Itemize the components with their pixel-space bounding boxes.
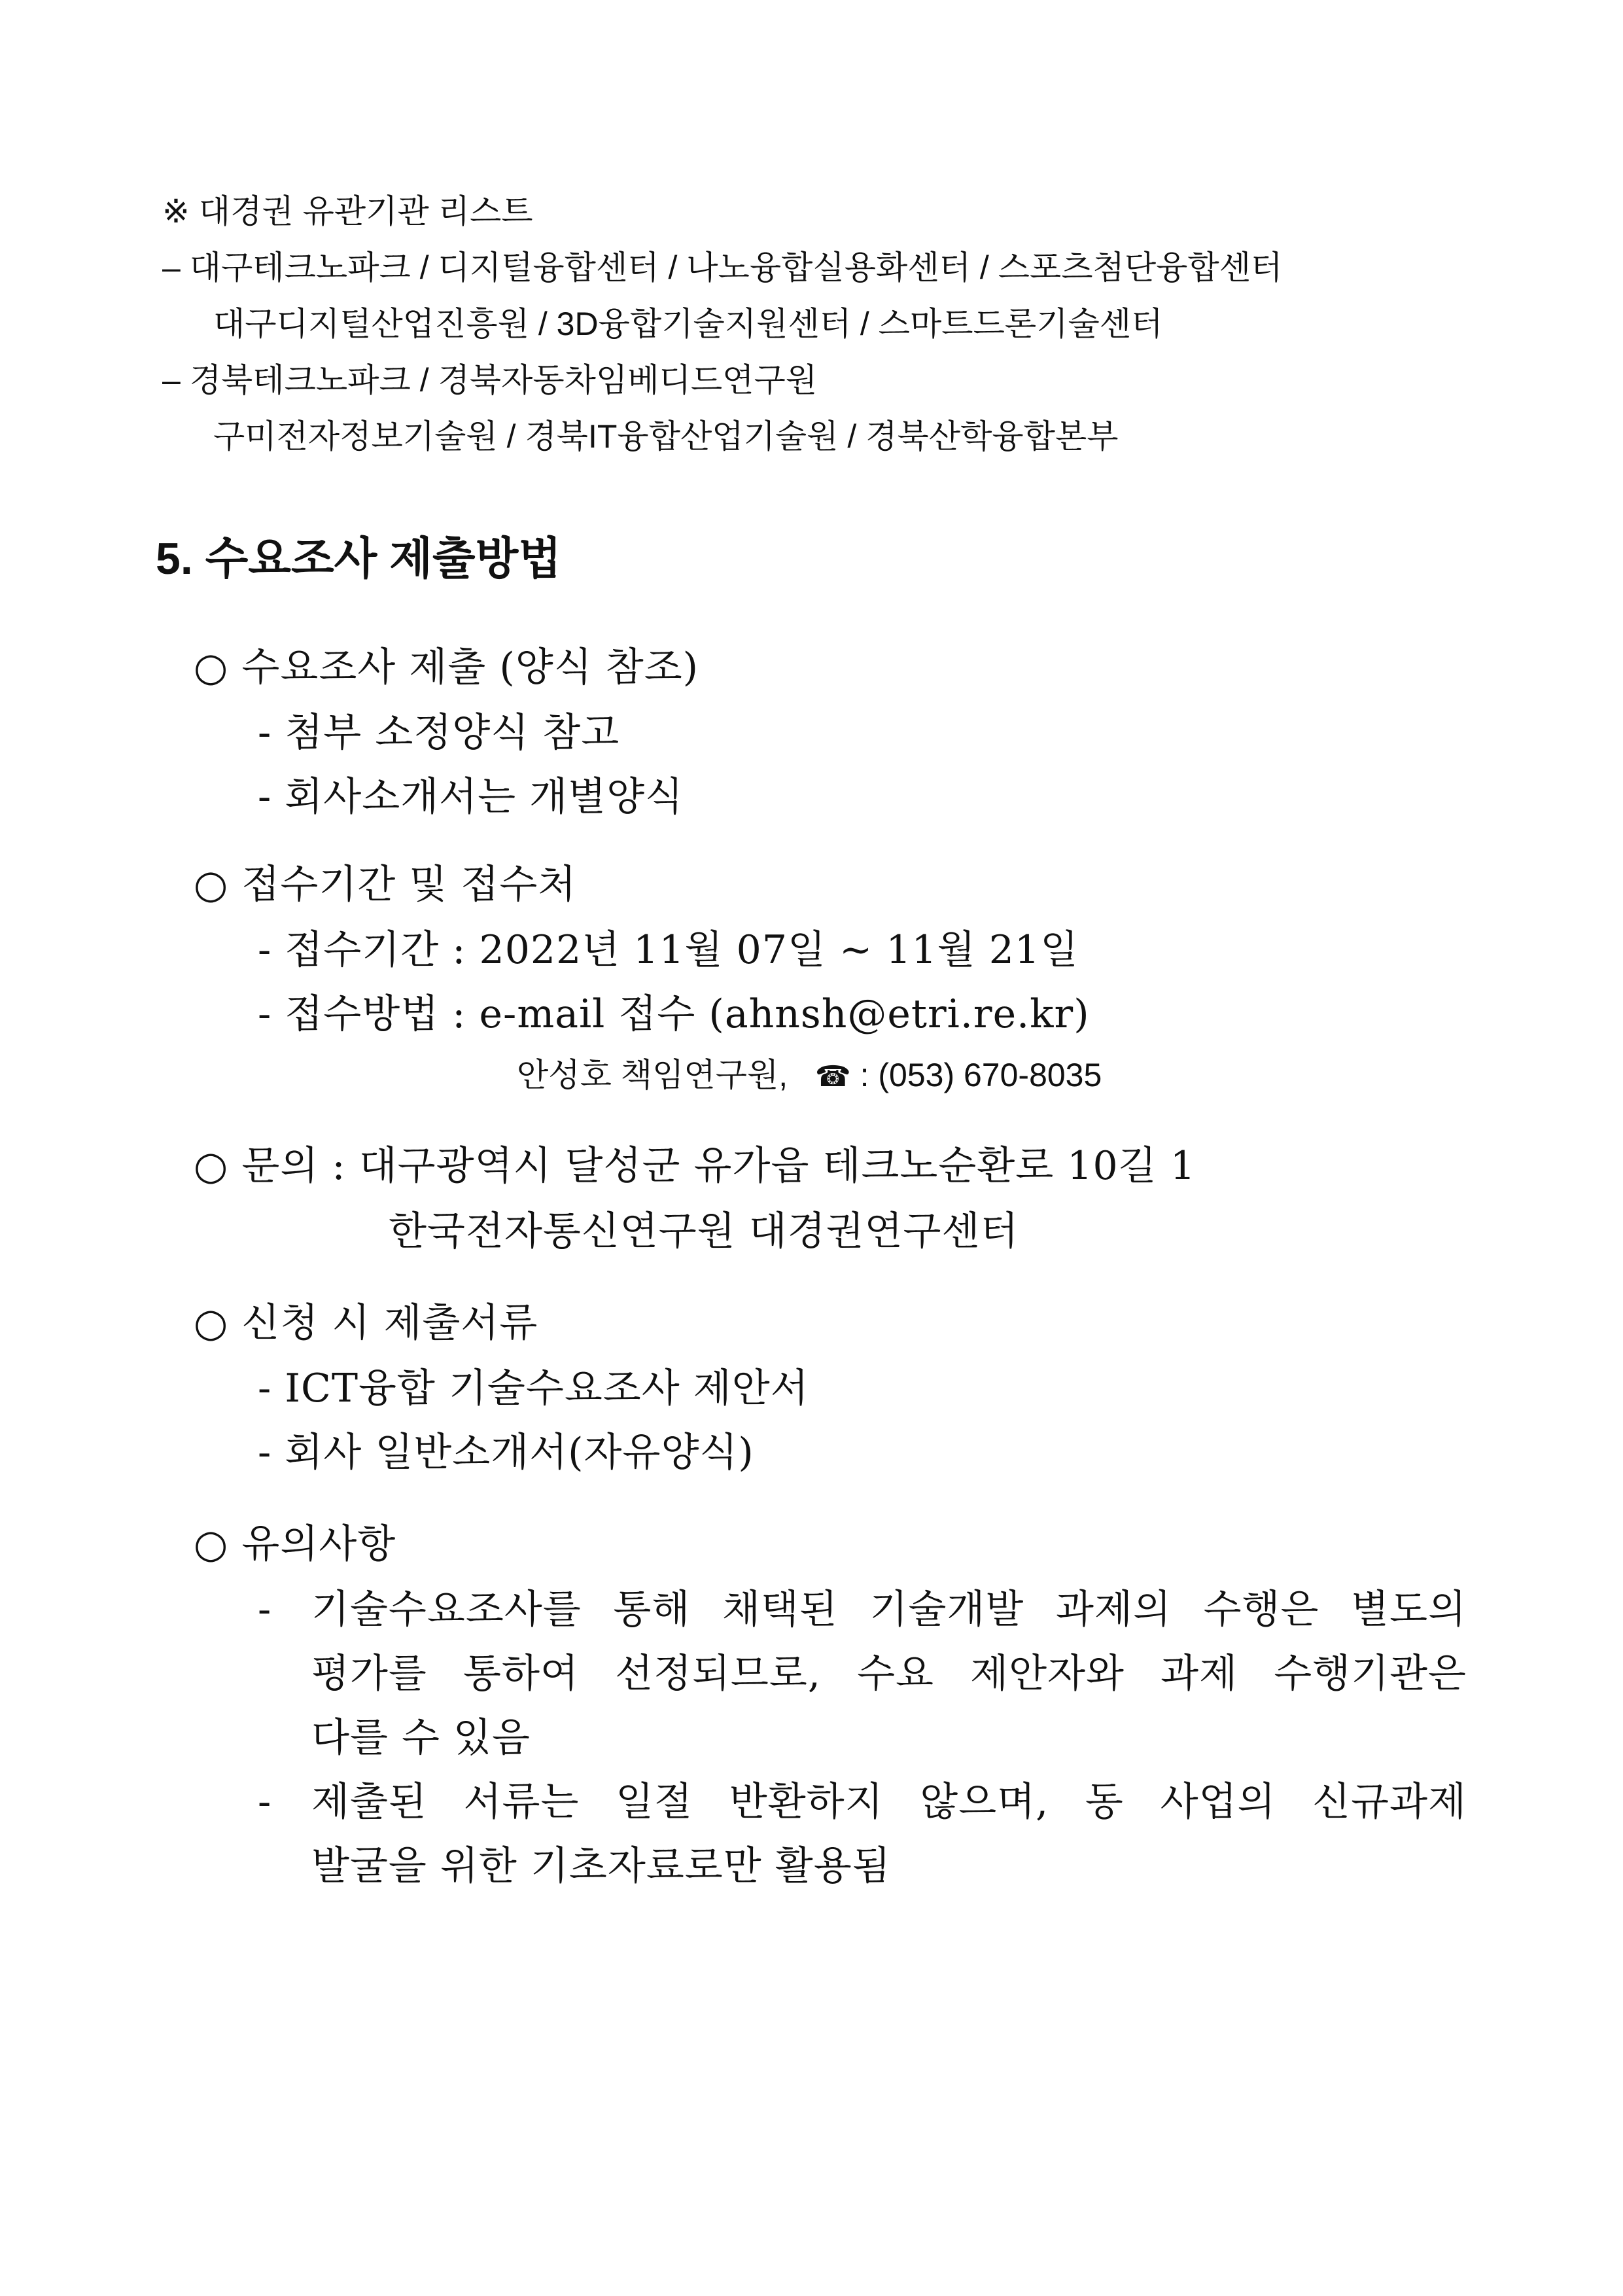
submit-sub-item: - 회사소개서는 개별양식: [258, 774, 684, 820]
item-title-submit: ○ 수요조사 제출 (양식 참조): [194, 645, 699, 690]
item-title-period: ○ 접수기간 및 접수처: [194, 862, 577, 908]
document-item: - ICT융합 기술수요조사 제안서: [258, 1366, 809, 1411]
section-title: 5. 수요조사 제출방법: [156, 534, 562, 584]
agency-list-line: – 대구테크노파크 / 디지털융합센터 / 나노융합실용화센터 / 스포츠첨단융합센터: [162, 249, 1283, 286]
contact-line: [517, 1059, 1102, 1091]
period-method: - 접수방법 : e-mail 접수 (ahnsh@etri.re.kr): [258, 991, 1090, 1037]
note-text-line: 발굴을 위한 기초자료로만 활용됨: [311, 1843, 891, 1889]
contact-name: 안성호 책임연구원,: [517, 1057, 788, 1093]
period-dates: - 접수기간 : 2022년 11월 07일 ~ 11월 21일: [258, 927, 1079, 973]
note-dash: -: [258, 1587, 272, 1633]
agency-list-line: 대구디지털산업진흥원 / 3D융합기술지원센터 / 스마트드론기술센터: [213, 306, 1163, 342]
inquiry-organization: 한국전자통신연구원 대경권연구센터: [389, 1209, 1019, 1254]
note-text-line: 기술수요조사를 통해 채택된 기술개발 과제의 수행은 별도의: [311, 1587, 1467, 1633]
contact-phone: : (053) 670-8035: [860, 1057, 1102, 1093]
note-text-line: 다를 수 있음: [311, 1715, 531, 1761]
telephone-icon: ☎: [814, 1061, 851, 1093]
item-title-documents: ○ 신청 시 제출서류: [194, 1300, 538, 1346]
document-item: - 회사 일반소개서(자유양식): [258, 1430, 754, 1475]
note-text-line: 평가를 통하여 선정되므로, 수요 제안자와 과제 수행기관은: [311, 1651, 1467, 1697]
submit-sub-item: - 첨부 소정양식 참고: [258, 710, 620, 756]
agency-list-line: 구미전자정보기술원 / 경북IT융합산업기술원 / 경북산학융합본부: [213, 418, 1119, 455]
agency-list-heading: ※ 대경권 유관기관 리스트: [162, 193, 533, 230]
item-title-inquiry: ○ 문의 : 대구광역시 달성군 유가읍 테크노순환로 10길 1: [194, 1143, 1196, 1189]
note-text-line: 제출된 서류는 일절 반환하지 않으며, 동 사업의 신규과제: [311, 1779, 1467, 1825]
note-dash: -: [258, 1779, 272, 1825]
agency-list-line: – 경북테크노파크 / 경북자동차임베디드연구원: [162, 362, 818, 398]
item-title-notes: ○ 유의사항: [194, 1521, 396, 1567]
